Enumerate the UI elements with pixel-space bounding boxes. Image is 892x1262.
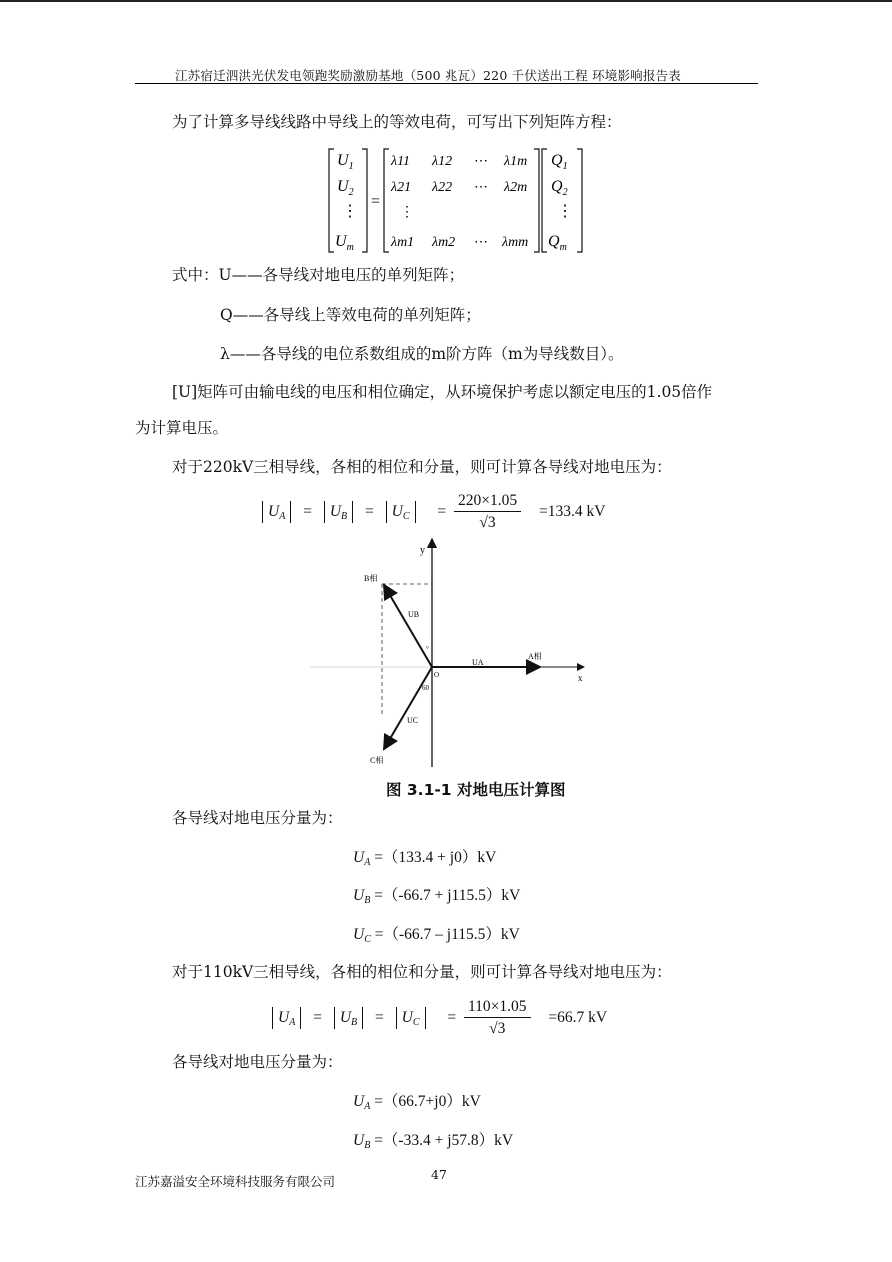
lambda-dots-1: ⋯ [474,154,488,169]
lambda-21: λ21 [391,180,412,195]
formula-220-uc: $U_C$ [391,502,410,522]
phase-c-label: C相 [370,756,384,765]
matrix-equation [326,146,588,256]
lambda-11: λ11 [391,154,411,169]
vector-uc [384,667,432,749]
lambda-mm: λmm [502,235,529,250]
footer-company: 江苏嘉溢安全环境科技服务有限公司 [135,1174,336,1189]
u-bracket-left [329,149,334,252]
lambda-bracket-right [534,149,539,252]
formula-110: $U_A = U_B = U_C$ = $\frac{110\times 1.05}{√3}$ =66.7 kV [272,998,607,1038]
formula-220: $U_A = U_B = U_C$ = $\frac{220\times 1.05}{√3}$ =133.4 kV [262,492,605,532]
formula-220-fraction: $\frac{220\times 1.05}{√3}$ [454,492,521,532]
component-110-ub: $U_B =(-33.4 + j57.8)kV$ [353,1132,514,1151]
where-u: 式中：U——各导线对地电压的单列矩阵； [172,266,465,284]
lambda-m1: λm1 [391,235,415,250]
q-row-1: $Q_1$ [551,152,568,172]
y-axis-label: y [420,545,425,556]
components-intro-110: 各导线对地电压分量为： [172,1053,343,1071]
lambda-dots-m: ⋯ [474,235,488,250]
u-matrix-line-1: [U]矩阵可由输电线的电压和相位确定，从环境保护考虑以额定电压的1.05倍作 [172,383,713,401]
where-lambda: λ——各导线的电位系数组成的m阶方阵（m为导线数目）。 [220,345,624,363]
lambda-2m: λ2m [504,180,528,195]
matrix-equals: = [371,193,381,210]
formula-110-result: =66.7 kV [548,1008,608,1026]
u-bracket-right [362,149,367,252]
uc-label: UC [407,716,419,725]
formula-110-ua: $U_A$ [278,1008,296,1028]
components-intro-220: 各导线对地电压分量为： [172,809,343,827]
kv220-intro: 对于220kV三相导线，各相的相位和分量，则可计算各导线对地电压为： [172,458,672,476]
q-bracket-right [577,149,582,252]
u-row-m: $U_m$ [335,233,354,253]
kv110-intro: 对于110kV三相导线，各相的相位和分量，则可计算各导线对地电压为： [172,963,672,981]
q-bracket-left [542,149,547,252]
q-row-m: $Q_m$ [548,233,567,253]
formula-220-result: =133.4 kV [539,502,606,520]
lambda-1m: λ1m [504,154,528,169]
formula-110-ub: $U_B$ [339,1008,358,1028]
x-axis-label: x [578,673,583,683]
lambda-vdots: ⋮ [400,205,414,220]
component-220-ua: $U_A =(133.4 + j0)kV$ [353,849,497,868]
intro-paragraph: 为了计算多导线线路中导线上的等效电荷，可写出下列矩阵方程： [172,113,622,131]
component-110-ua: $U_A =(66.7+j0)kV$ [353,1093,481,1112]
lambda-12: λ12 [432,154,453,169]
u-row-dots: ⋮ [342,203,358,220]
lambda-bracket-left [384,149,389,252]
u-matrix-line-2: 为计算电压。 [135,419,229,437]
phase-a-label: A相 [528,652,542,661]
angle-top-label: ° [426,645,429,653]
u-row-2: $U_2$ [337,178,354,198]
phase-b-label: B相 [364,574,378,583]
figure-caption: 图 3.1-1 对地电压计算图 [386,781,566,799]
origin-label: O [434,671,440,679]
component-220-uc: $U_C =(-66.7 - j115.5)kV$ [353,926,520,945]
ua-label: UA [472,658,484,667]
component-220-ub: $U_B =(-66.7 + j115.5)kV$ [353,887,521,906]
lambda-m2: λm2 [432,235,456,250]
ub-label: UB [408,610,420,619]
voltage-vector-diagram [300,535,600,775]
q-row-2: $Q_2$ [551,178,568,198]
formula-220-ub: $U_B$ [329,502,348,522]
formula-220-ua: $U_A$ [268,502,286,522]
vector-ub [384,585,432,667]
page-top-border [0,0,892,2]
footer-page-number: 47 [431,1167,447,1182]
page-header-title: 江苏宿迁泗洪光伏发电领跑奖励激励基地（500 兆瓦）220 千伏送出工程 环境影响报告表 [175,68,681,83]
header-rule [135,83,758,84]
angle-bottom-label: 60 [422,684,429,692]
formula-110-uc: $U_C$ [401,1008,420,1028]
formula-110-fraction: $\frac{110\times 1.05}{√3}$ [464,998,531,1038]
u-row-1: $U_1$ [337,152,354,172]
where-q: Q——各导线上等效电荷的单列矩阵； [220,306,481,324]
q-row-dots: ⋮ [557,203,573,220]
lambda-22: λ22 [432,180,453,195]
lambda-dots-2: ⋯ [474,180,488,195]
